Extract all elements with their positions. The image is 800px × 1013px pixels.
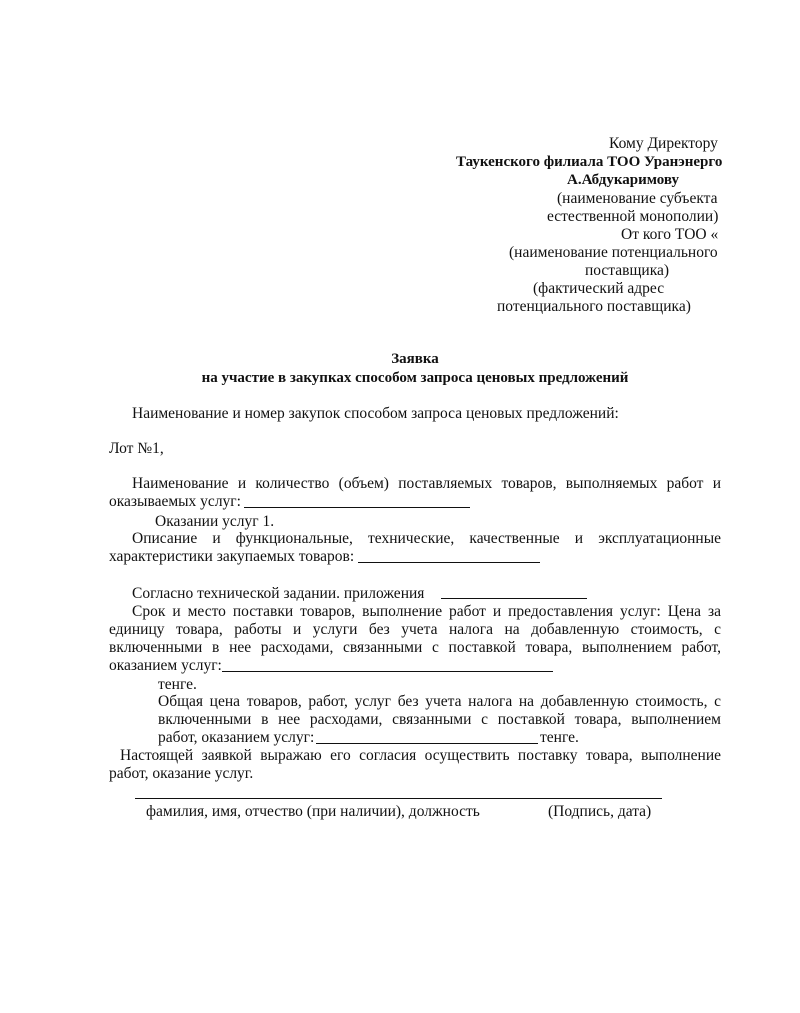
- signature-date-caption: (Подпись, дата): [548, 803, 652, 820]
- document-subtitle: на участие в закупках способом запроса ценовых предложений: [201, 370, 629, 386]
- total-blank-line: [316, 743, 538, 744]
- consent-line1: Настоящей заявкой выражаю его согласия осуществить поставку товара, выполнение: [120, 747, 721, 764]
- supplier-caption-1: (наименование потенциального: [509, 244, 718, 261]
- subject-caption-2: естественной монополии): [547, 208, 719, 225]
- name-position-caption: фамилия, имя, отчество (при наличии), должность: [146, 803, 480, 820]
- deadline-line3: включенными в нее расходами, связанными с поставкой товара, выполнением работ,: [109, 639, 721, 656]
- description-line2: характеристики закупаемых товаров:: [109, 548, 355, 565]
- goods-label-line2: оказываемых услуг:: [109, 493, 241, 510]
- address-caption-1: (фактический адрес: [533, 280, 665, 297]
- consent-line2: работ, оказание услуг.: [109, 765, 254, 782]
- subject-caption-1: (наименование субъекта: [557, 190, 718, 207]
- deadline-line1: Срок и место поставки товаров, выполнение работ и предоставления услуг: Цена за: [132, 603, 721, 620]
- goods-label-line1: Наименование и количество (объем) поставляемых товаров, выполняемых работ и: [132, 475, 721, 492]
- goods-blank-line: [244, 507, 470, 508]
- according-blank-line: [441, 598, 587, 599]
- address-caption-2: потенциального поставщика): [497, 298, 691, 315]
- procurement-name-label: Наименование и номер закупок способом запроса ценовых предложений:: [132, 405, 619, 422]
- total-line1: Общая цена товаров, работ, услуг без учета налога на добавленную стоимость, с: [158, 693, 721, 710]
- total-line3: работ, оказанием услуг:: [158, 729, 315, 746]
- recipient-branch: Таукенского филиала ТОО Уранэнерго: [456, 154, 723, 170]
- recipient-line: Кому Директору: [609, 135, 718, 152]
- according-text: Согласно технической задании. приложения: [132, 585, 425, 602]
- lot-number: Лот №1,: [109, 440, 164, 457]
- price-blank-line: [222, 671, 553, 672]
- services-text: Оказании услуг 1.: [155, 513, 275, 530]
- signature-line: [135, 798, 662, 799]
- deadline-line2: единицу товара, работы и услуги без учета налога на добавленную стоимость, с: [109, 621, 721, 638]
- document-title: Заявка: [391, 351, 439, 367]
- total-line2: включенными в нее расходами, связанными с поставкой товара, выполнением: [158, 711, 721, 728]
- supplier-caption-2: поставщика): [585, 262, 670, 279]
- recipient-name: А.Абдукаримову: [567, 172, 680, 188]
- tenge-unit-2: тенге.: [540, 729, 579, 746]
- description-line1: Описание и функциональные, технические, качественные и эксплуатационные: [132, 530, 721, 547]
- sender-line: От кого ТОО «: [621, 226, 719, 243]
- description-blank-line: [358, 562, 540, 563]
- deadline-line4: оказанием услуг:: [109, 657, 222, 674]
- tenge-unit-1: тенге.: [158, 676, 197, 693]
